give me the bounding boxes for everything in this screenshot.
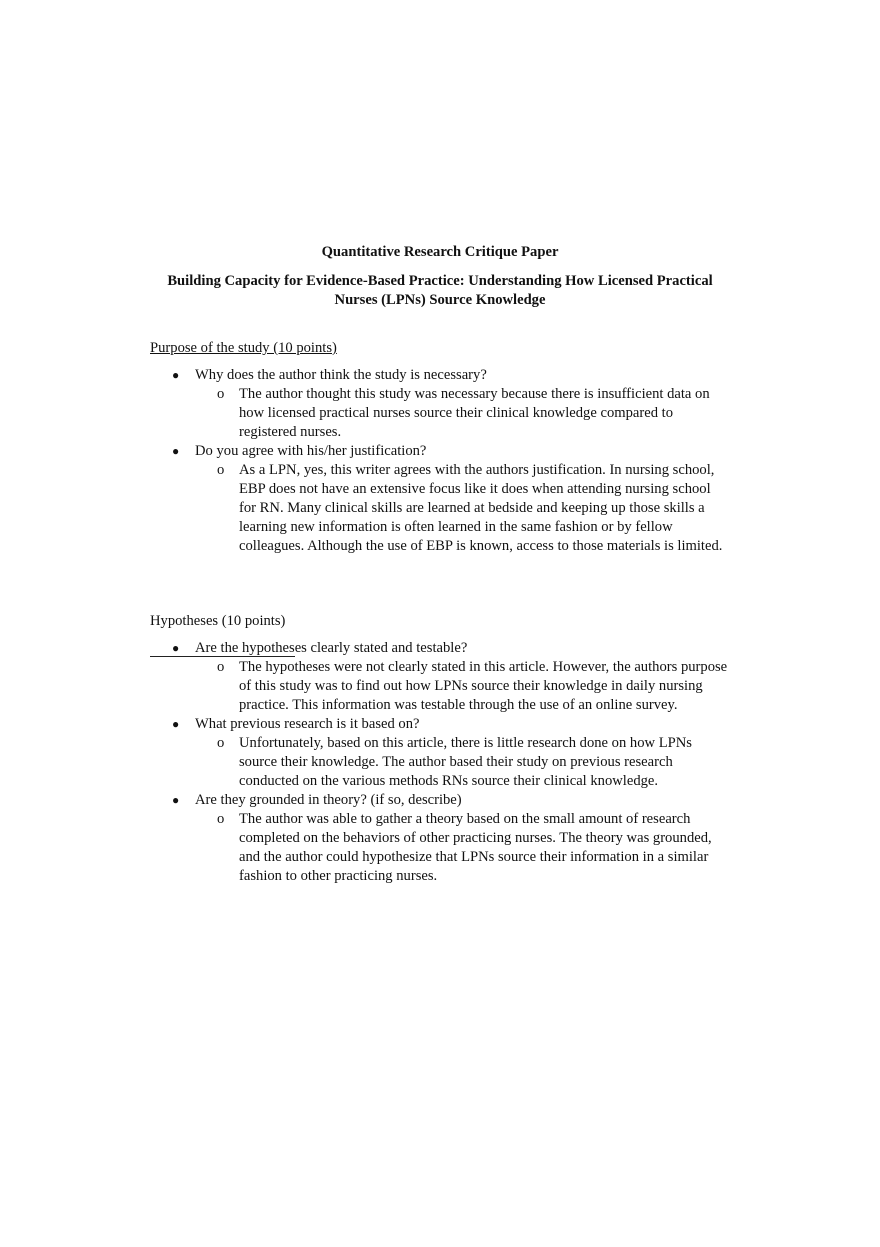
question-list (150, 639, 730, 886)
section-heading: Hypotheses (10 points) (150, 613, 286, 629)
answer-list (195, 658, 730, 715)
sub-bullet-icon: o (217, 735, 225, 751)
answer-item (195, 734, 730, 791)
question-text: Are they grounded in theory? (if so, describe) (195, 792, 462, 808)
bullet-icon: ● (172, 641, 180, 655)
answer-list (195, 734, 730, 791)
answer-text: The author was able to gather a theory based on the small amount of research completed on the behaviors of other practicing nurses. The theory was grounded, and the author could hypothesize that LPNs source their information in a similar fashion to other practicing nurses. (239, 811, 712, 884)
answer-list (195, 810, 730, 886)
section-heading: Purpose of the study (10 points) (150, 340, 337, 356)
sub-bullet-icon: o (217, 811, 225, 827)
answer-item (195, 658, 730, 715)
section-purpose (150, 339, 730, 556)
answer-item (195, 385, 730, 442)
question-item (150, 715, 730, 791)
bullet-icon: ● (172, 793, 180, 807)
answer-item (195, 810, 730, 886)
answer-text: Unfortunately, based on this article, there is little research done on how LPNs source their knowledge. The author based their study on previous research conducted on the various methods RNs source their clinical knowledge. (239, 735, 692, 789)
document-title: Quantitative Research Critique Paper (321, 244, 559, 260)
section-hypotheses (150, 612, 730, 886)
answer-list (195, 461, 730, 556)
answer-text: As a LPN, yes, this writer agrees with the authors justification. In nursing school, EBP does not have an extensive focus like it does when attending nursing school for RN. Many clinical skills are learned at bedside and keeping up those skills a learning new information is often learned in the same fashion or by fellow colleagues. Although the use of EBP is known, access to those materials is limited. (239, 462, 723, 554)
answer-text: The hypotheses were not clearly stated in this article. However, the authors purpose of this study was to find out how LPNs source their knowledge in daily nursing practice. This information was testable through the use of an online survey. (239, 659, 728, 713)
answer-item (195, 461, 730, 556)
sub-bullet-icon: o (217, 462, 225, 478)
answer-text: The author thought this study was necessary because there is insufficient data on how licensed practical nurses source their clinical knowledge compared to registered nurses. (239, 386, 710, 440)
question-item (150, 639, 730, 715)
bullet-icon: ● (172, 368, 180, 382)
question-item (150, 791, 730, 886)
question-text: Why does the author think the study is necessary? (195, 367, 487, 383)
question-item (150, 366, 730, 442)
question-item (150, 442, 730, 556)
question-text: What previous research is it based on? (195, 716, 420, 732)
document-subtitle: Building Capacity for Evidence-Based Practice: Understanding How Licensed Practical Nurses (LPNs) Source Knowledge (167, 273, 713, 308)
answer-list (195, 385, 730, 442)
strikethrough-line (150, 656, 295, 657)
sub-bullet-icon: o (217, 386, 225, 402)
question-text: Are the hypotheses clearly stated and testable? (195, 640, 468, 656)
question-text: Do you agree with his/her justification? (195, 443, 427, 459)
question-list (150, 366, 730, 556)
sub-bullet-icon: o (217, 659, 225, 675)
bullet-icon: ● (172, 717, 180, 731)
bullet-icon: ● (172, 444, 180, 458)
